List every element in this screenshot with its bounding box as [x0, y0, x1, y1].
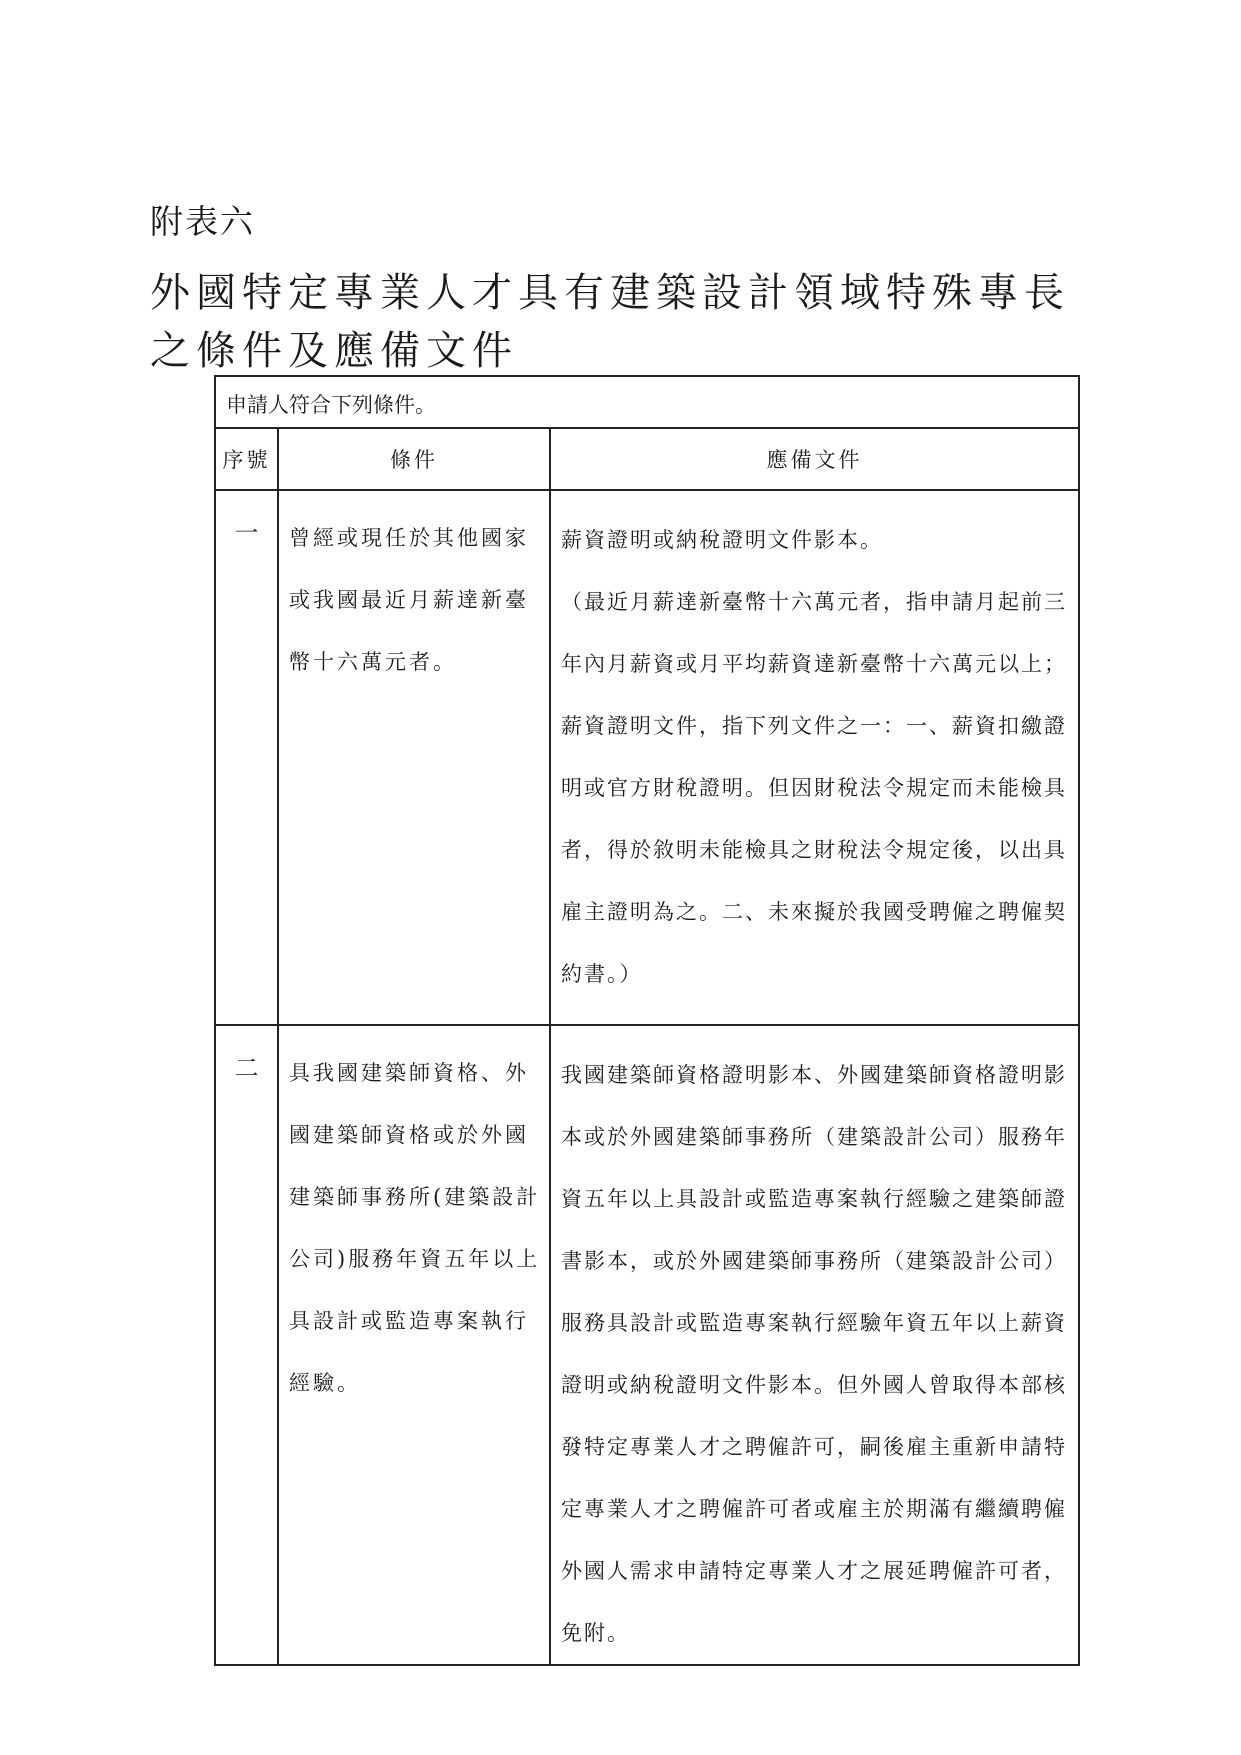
- header-condition: 條件: [278, 428, 550, 490]
- header-documents: 應備文件: [550, 428, 1079, 490]
- row-condition: 具我國建築師資格、外國建築師資格或於外國建築師事務所(建築設計公司)服務年資五年以上具設計或監造專案執行經驗。: [278, 1025, 550, 1665]
- row-documents: [550, 1025, 1079, 1665]
- table-row: [215, 1025, 1079, 1665]
- row-documents-note: （最近月薪達新臺幣十六萬元者，指申請月起前三年內月薪資或月平均薪資達新臺幣十六萬元以上；薪資證明文件，指下列文件之一：一、薪資扣繳證明或官方財稅證明。但因財稅法令規定而未能檢具者，得於敘明未能檢具之財稅法令規定後，以出具雇主證明為之。二、未來擬於我國受聘僱之聘僱契約書。）: [561, 590, 1067, 986]
- table-row: [215, 490, 1079, 1025]
- row-number: 二: [215, 1025, 278, 1665]
- row-documents-main: 薪資證明或納稅證明文件影本。: [561, 528, 883, 552]
- row-documents-main: 我國建築師資格證明影本、外國建築師資格證明影本或於外國建築師事務所（建築設計公司）服務年資五年以上具設計或監造專案執行經驗之建築師證書影本，或於外國建築師事務所（建築設計公司）服務具設計或監造專案執行經驗年資五年以上薪資證明或納稅證明文件影本。但外國人曾取得本部核發特定專業人才之聘僱許可，嗣後雇主重新申請特定專業人才之聘僱許可者或雇主於期滿有繼續聘僱外國人需求申請特定專業人才之展延聘僱許可者，免附。: [561, 1063, 1067, 1645]
- document-title: 外國特定專業人才具有建築設計領域特殊專長之條件及應備文件: [150, 270, 1070, 374]
- row-number: 一: [215, 490, 278, 1025]
- annex-label: 附表六: [150, 202, 255, 241]
- requirements-table: [214, 375, 1080, 1666]
- row-condition: 曾經或現任於其他國家或我國最近月薪達新臺幣十六萬元者。: [278, 490, 550, 1025]
- header-no: 序號: [215, 428, 278, 490]
- row-documents: [550, 490, 1079, 1025]
- table-header-row: [215, 428, 1079, 490]
- table-intro: 申請人符合下列條件。: [215, 376, 1079, 428]
